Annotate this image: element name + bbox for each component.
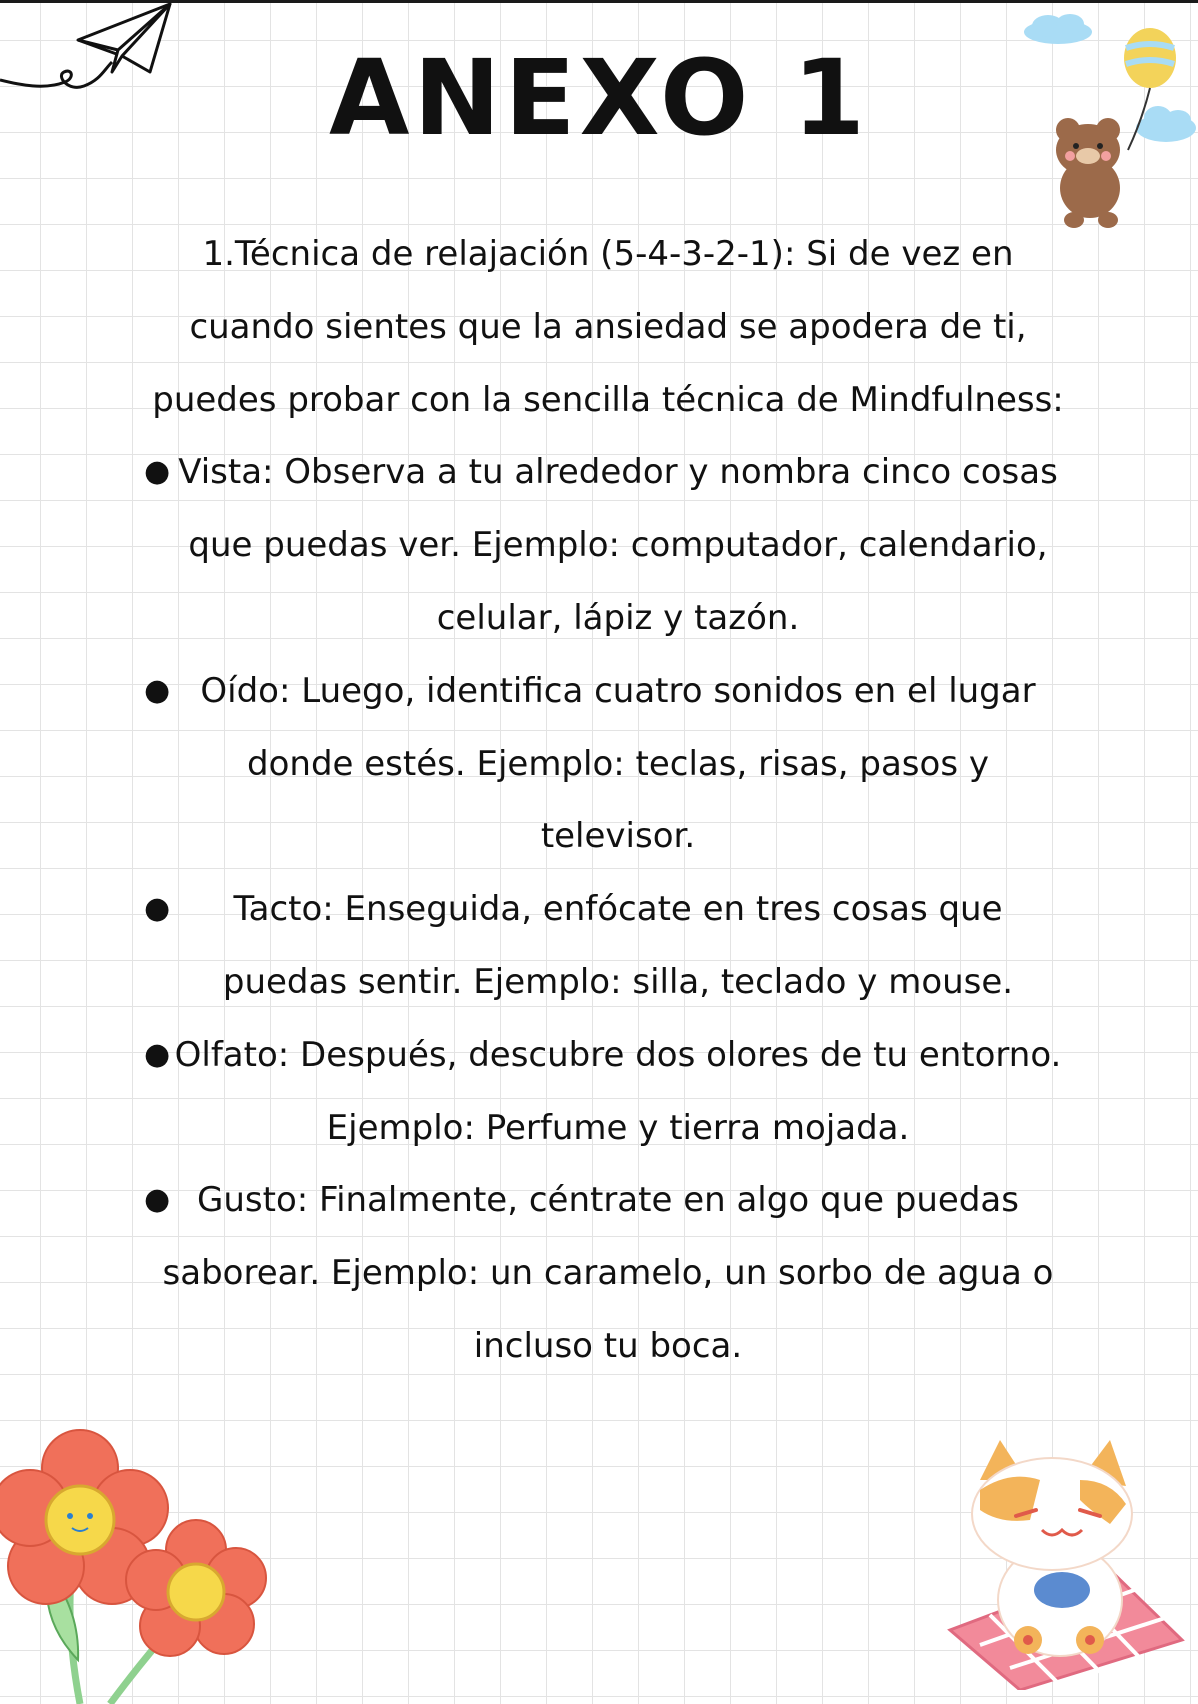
bullet-icon: ● [144, 454, 171, 490]
intro-paragraph: 1.Técnica de relajación (5-4-3-2-1): Si de vez en cuando sientes que la ansiedad se apodera de ti, puedes probar con la sencilla técnica de Mindfulness: [152, 234, 1064, 420]
list-item-text: Tacto: Enseguida, enfócate en tres cosas que puedas sentir. Ejemplo: silla, teclado y mouse. [222, 889, 1014, 1002]
list-item-gusto [144, 1164, 1068, 1382]
list-item-oido [144, 655, 1068, 873]
bullet-icon: ● [144, 891, 171, 927]
list-item-text: Vista: Observa a tu alrededor y nombra cinco cosas que puedas ver. Ejemplo: computador, calendario, celular, lápiz y tazón. [178, 452, 1058, 638]
content-body [144, 218, 1068, 1383]
flowers-icon [0, 1420, 290, 1704]
list-item-tacto [144, 873, 1068, 1019]
list-item-text: Olfato: Después, descubre dos olores de tu entorno. Ejemplo: Perfume y tierra mojada. [174, 1034, 1062, 1148]
list-item-olfato [144, 1019, 1068, 1165]
list-item-text: Oído: Luego, identifica cuatro sonidos en el lugar donde estés. Ejemplo: teclas, risas, pasos y televisor. [200, 670, 1036, 857]
bullet-icon: ● [144, 672, 171, 708]
bullet-icon: ● [144, 1036, 171, 1072]
list-item-text: Gusto: Finalmente, céntrate en algo que puedas saborear. Ejemplo: un caramelo, un sorbo de agua o incluso tu boca. [162, 1180, 1054, 1366]
page-title: ANEXO 1 [328, 37, 870, 159]
list-item-vista [144, 436, 1068, 654]
cat-blanket-icon [930, 1440, 1190, 1690]
bullet-icon: ● [144, 1182, 171, 1218]
